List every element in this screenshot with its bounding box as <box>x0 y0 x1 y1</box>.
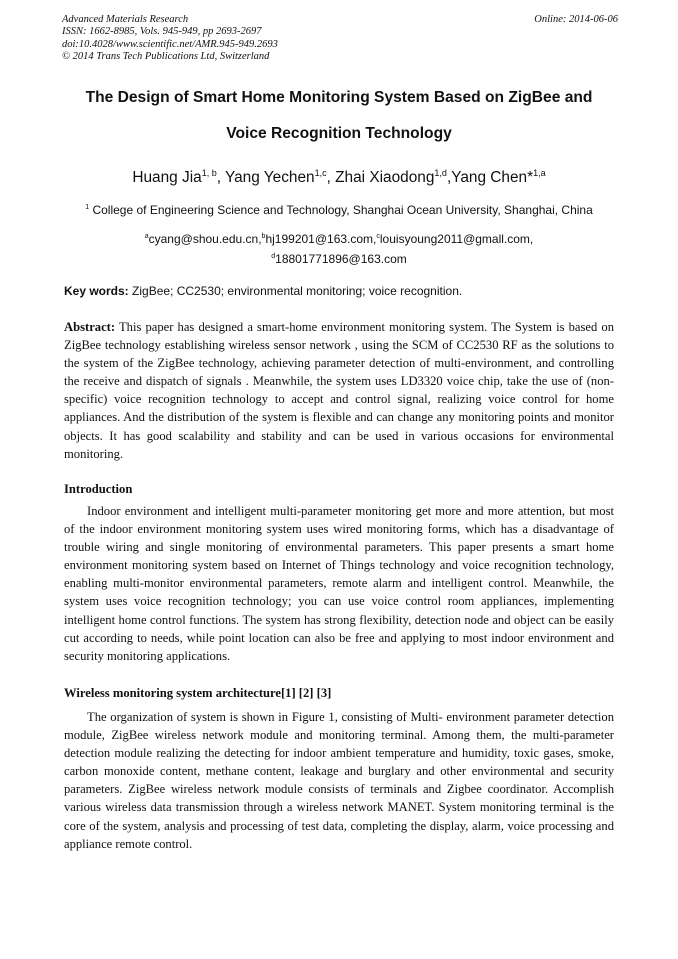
abstract-text: This paper has designed a smart-home environment monitoring system. The System is based on ZigBee technology establishing wireless sensor network , using the SCM of CC2530 RF as the solutions to the system of the ZigBee technology, achieving parameter detection of multi-environment, and controlling the receive and dispatch of signals . Meanwhile, the system uses LD3320 voice chip, take the use of (non-specific) voice recognition technology to accept and control signal, realizing voice control for home appliances. And the distribution of the system is flexible and can change any monitoring points and monitor objects. It has good scalability and stability and can be used in various occasions for environmental monitoring. <box>64 320 614 461</box>
abstract <box>64 318 614 463</box>
email-address: hj199201@163.com, <box>265 232 377 246</box>
keywords <box>64 284 616 298</box>
journal-header <box>62 14 618 64</box>
online-date: Online: 2014-06-06 <box>534 14 618 25</box>
email-address: cyang@shou.edu.cn, <box>148 232 262 246</box>
affiliation-mark: 1 <box>85 204 90 211</box>
architecture-paragraph: The organization of system is shown in Figure 1, consisting of Multi- environment parameter detection module, ZigBee wireless network module and monitoring terminal. Among them, the multi-parameter detection module realizing the detecting for indoor ambient temperature and humidity, toxic gases, smoke, carbon monoxide content, methane content, leakage and burglary and other environmental and security parameters. ZigBee wireless network module consists of terminals and Zigbee coordinator. Accomplish various wireless data transmission through a wireless network MANET. System monitoring terminal is the core of the system, analysis and processing of test data, completing the display, alarm, voice processing and appliance remote control. <box>64 710 614 851</box>
author-name: Zhai Xiaodong <box>335 169 435 186</box>
author-separator: , <box>216 169 225 186</box>
paper-title-line-2: Voice Recognition Technology <box>226 125 452 142</box>
affiliation <box>40 203 638 217</box>
author-affiliation-mark: 1,c <box>314 168 327 178</box>
section-heading-architecture: Wireless monitoring system architecture[1] [2] [3] <box>64 686 332 700</box>
abstract-label: Abstract: <box>64 320 116 334</box>
section-heading-introduction: Introduction <box>64 482 133 496</box>
email-mark: c <box>376 233 380 240</box>
author-list <box>40 168 638 187</box>
author-affiliation-mark: 1, b <box>201 168 217 178</box>
keywords-label: Key words: <box>64 284 129 298</box>
author-name: Yang Yechen <box>224 169 315 186</box>
email-mark: a <box>144 233 149 240</box>
author-affiliation-mark: 1,a <box>533 168 546 178</box>
journal-issn: ISSN: 1662-8985, Vols. 945-949, pp 2693-2697 <box>62 26 262 38</box>
author-name: Huang Jia <box>132 169 202 186</box>
email-address: louisyoung2011@gmall.com, <box>379 232 534 246</box>
email-list <box>40 228 638 268</box>
author-separator: , <box>326 169 336 186</box>
journal-doi: doi:10.4028/www.scientific.net/AMR.945-949.2693 <box>62 38 278 50</box>
author-separator: , <box>446 169 452 186</box>
journal-copyright: © 2014 Trans Tech Publications Ltd, Switzerland <box>62 51 270 63</box>
affiliation-text: College of Engineering Science and Technology, Shanghai Ocean University, Shanghai, China <box>92 203 593 217</box>
author-name: Yang Chen* <box>451 169 534 186</box>
keywords-text: ZigBee; CC2530; environmental monitoring; voice recognition. <box>132 284 463 298</box>
email-mark: b <box>261 233 266 240</box>
journal-name: Advanced Materials Research <box>62 14 189 25</box>
paper-title-line-1: The Design of Smart Home Monitoring System Based on ZigBee and <box>85 89 593 106</box>
email-mark: d <box>271 253 276 260</box>
author-affiliation-mark: 1,d <box>434 168 447 178</box>
email-address: 18801771896@163.com <box>275 252 407 266</box>
introduction-paragraph: Indoor environment and intelligent multi-parameter monitoring get more and more attention, but most of the indoor environment monitoring system uses wired monitoring forms, which has a disadvantage of trouble wiring and single monitoring of environmental parameters. This paper presents a smart home environment monitoring system based on Internet of Things technology and voice recognition technology, enabling multi-monitor environmental parameters, remote alarm and intelligent control. Meanwhile, the system uses voice recognition technology; you can use voice control room appliances, implementing intelligent home control functions. The system has strong flexibility, detection node and object can be easily cut according to needs, while point location can also be free and applying to most indoor environment and security monitoring applications. <box>64 504 614 663</box>
